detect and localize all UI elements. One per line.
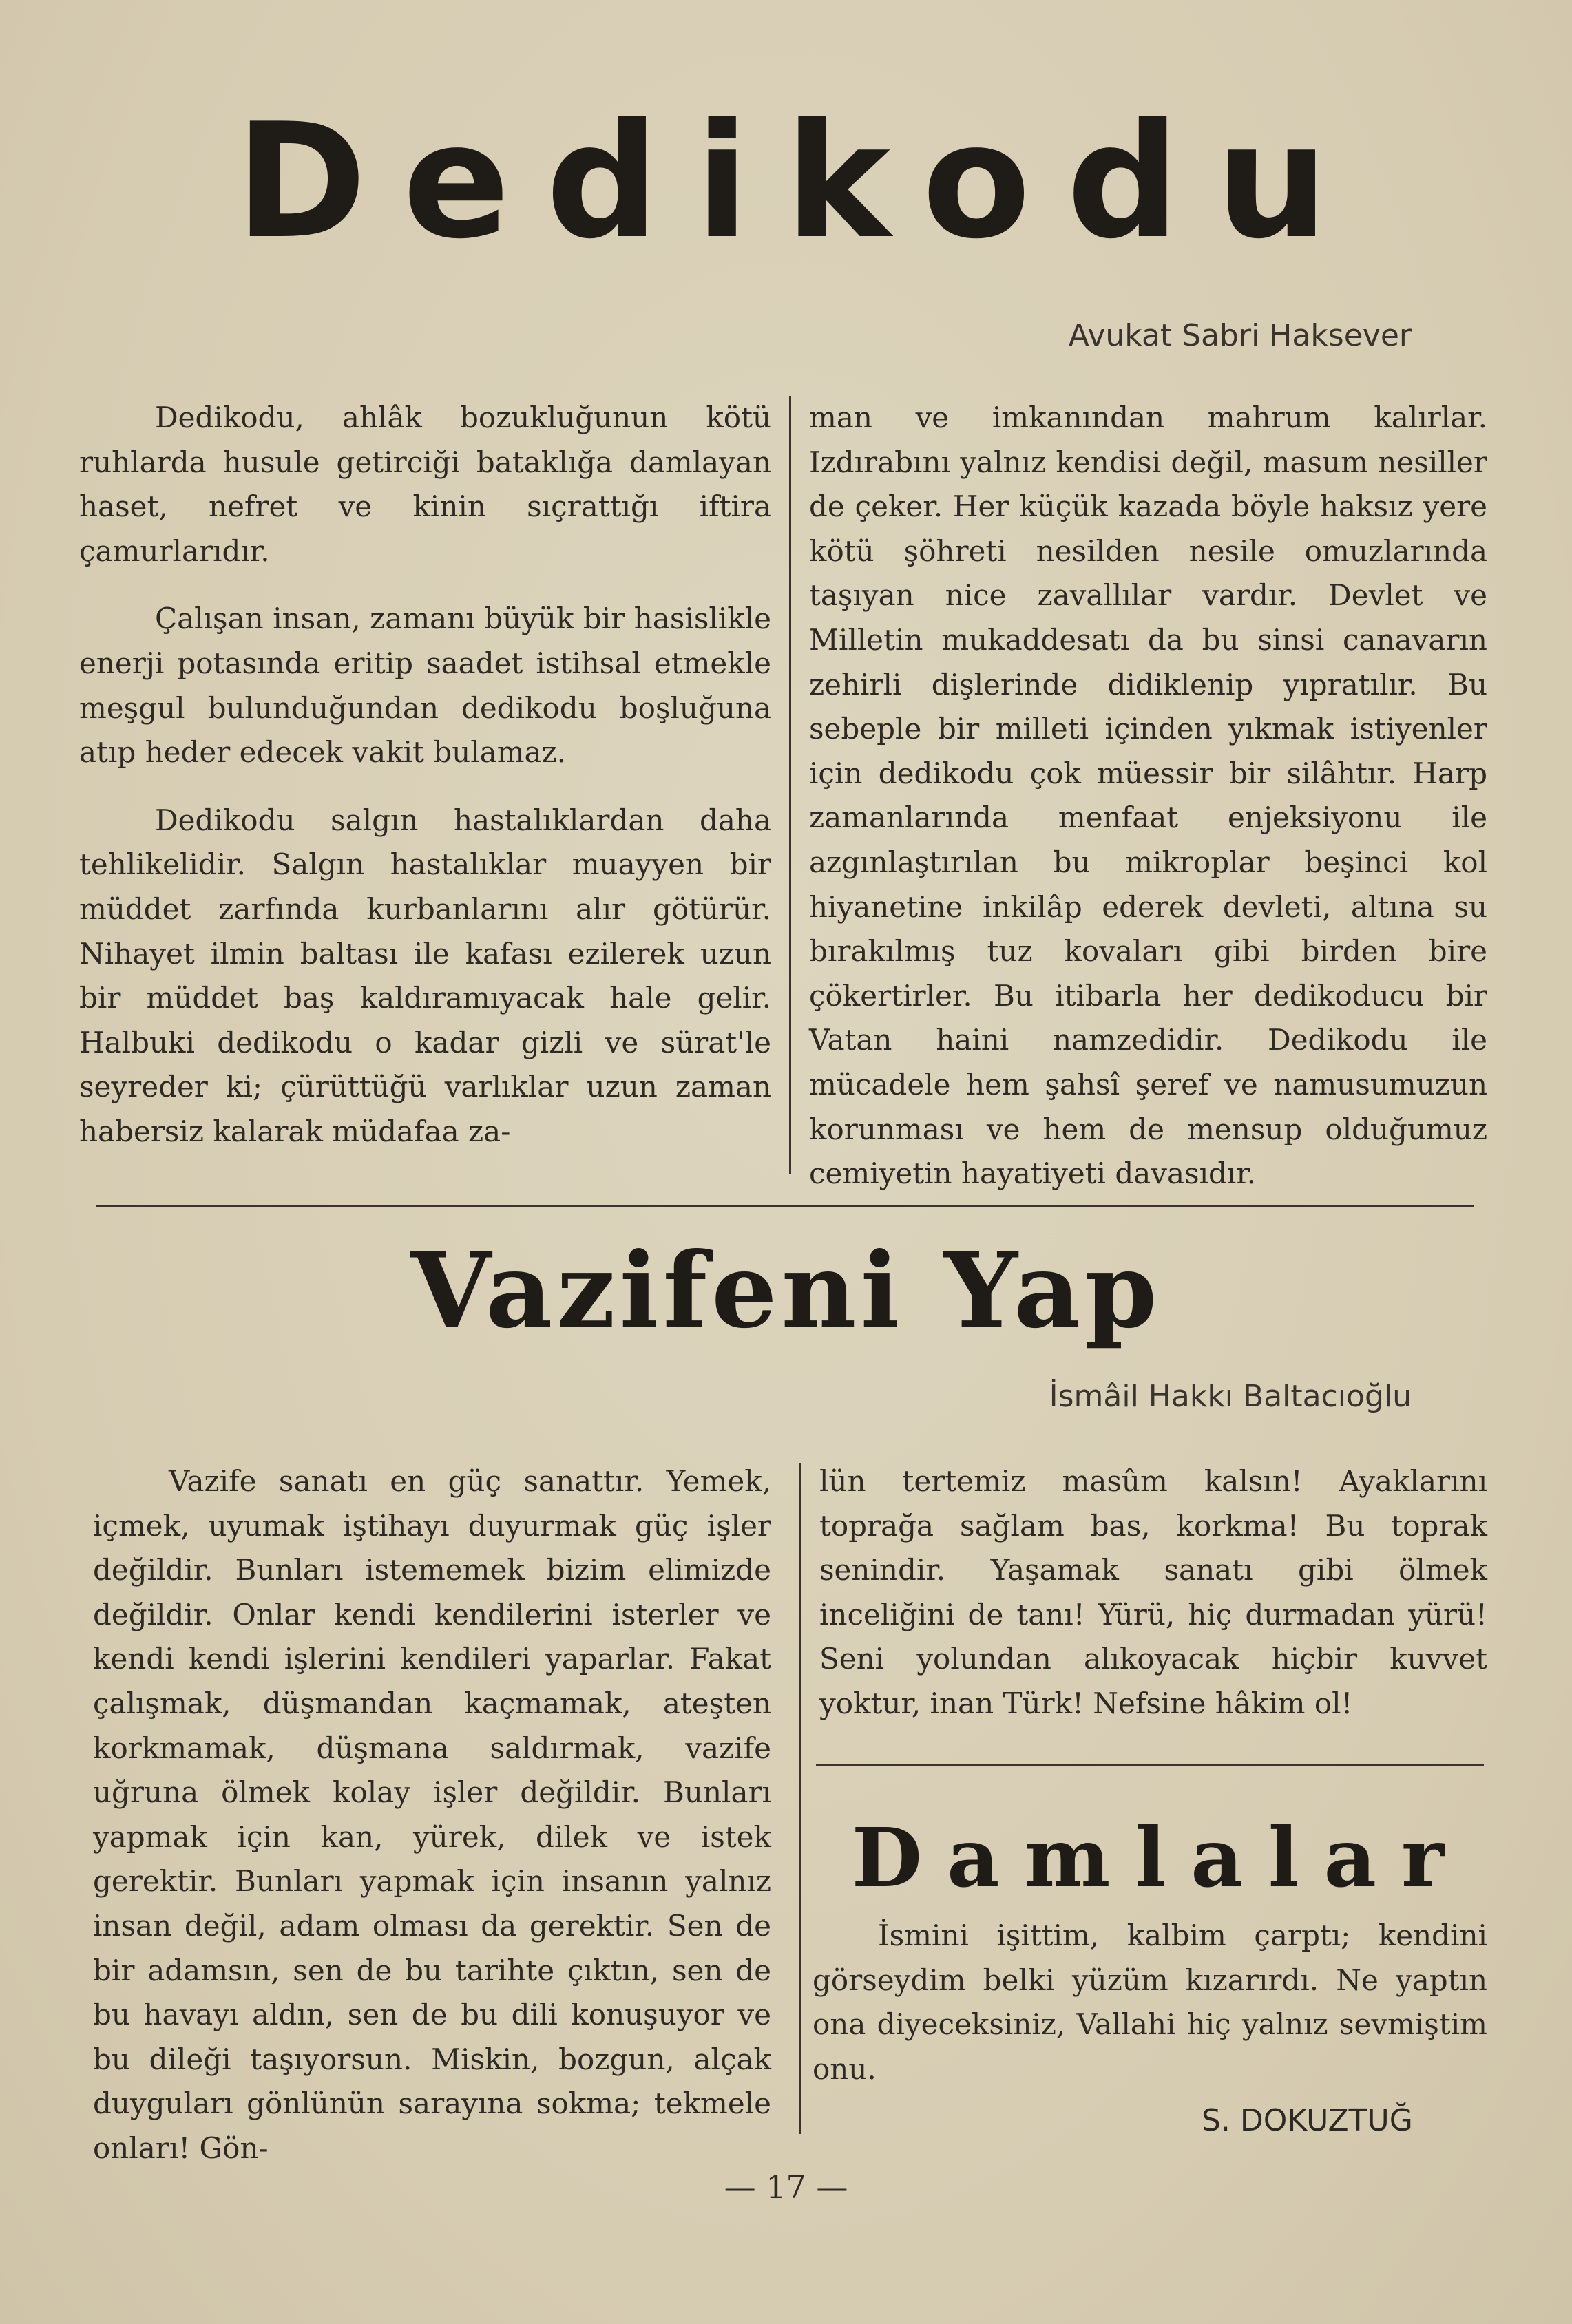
article-title-damlalar: Damlalar [851,1810,1469,1905]
signature: S. DOKUZTUĞ [1202,2103,1413,2138]
column-divider [799,1463,801,2134]
paragraph: man ve imkanından mahrum kalırlar. Izdırabını yalnız kendisi değil, masum nesiller de çeker. Her küçük kazada böyle haksız yere kötü şöhreti nesilden nesile omuzlarında taşıyan nice zavallılar vardır. Devlet ve Milletin mukaddesatı da bu sinsi canavarın zehirli dişlerinde didiklenip yıpratılır. Bu sebeple bir milleti içinden yıkmak istiyenler için dedikodu çok müessir bir silâhtır. Harp zamanlarında menfaat enjeksiyonu ile azgınlaştırılan bu mikroplar beşinci kol hiyanetine inkilâp ederek devleti, altına su bırakılmış tuz kovaları gibi birden bire çökertirler. Bu itibarla her dedikoducu bir Vatan haini namzedidir. Dedikodu ile mücadele hem şahsî şeref ve namusumuzun korunması ve hem de mensup olduğumuz cemiyetin hayatiyeti davasıdır. [809,401,1487,1191]
dedikodu-left-column [79,396,771,1154]
paragraph: Dedikodu salgın hastalıklardan daha tehlikelidir. Salgın hastalıklar muayyen bir müddet zarfında kurbanlarını alır götürür. Nihayet ilmin baltası ile kafası ezilerek uzun bir müddet baş kaldıramıyacak hale gelir. Halbuki dedikodu o kadar gizli ve sürat'le seyreder ki; çürüttüğü varlıklar uzun zaman habersiz kalarak müdafaa za- [79,803,771,1148]
vazife-right-column [819,1459,1487,1726]
paragraph: İsmini işittim, kalbim çarptı; kendini görseydim belki yüzüm kızarırdı. Ne yaptın ona diyeceksiniz, Vallahi hiç yalnız sevmiştim onu. [813,1919,1487,2086]
paragraph: Dedikodu, ahlâk bozukluğunun kötü ruhlarda husule getirciği bataklığa damlayan haset, nefret ve kinin sıçrattığı iftira çamurlarıdır. [79,401,771,568]
page-number: — 17 — [724,2168,848,2206]
section-divider [96,1205,1474,1207]
paragraph: lün tertemiz masûm kalsın! Ayaklarını toprağa sağlam bas, korkma! Bu toprak senindir. Yaşamak sanatı gibi ölmek inceliğini de tanı! Yürü, hiç durmadan yürü! Seni yolundan alıkoyacak hiçbir kuvvet yoktur, inan Türk! Nefsine hâkim ol! [819,1464,1487,1720]
author-byline-vazife: İsmâil Hakkı Baltacıoğlu [1049,1379,1412,1414]
article-title-vazifeni-yap: Vazifeni Yap [410,1230,1162,1351]
article-title-dedikodu: Dedikodu [235,90,1365,274]
dedikodu-right-column [809,396,1487,1196]
column-divider [789,396,791,1174]
vazife-left-column [93,1459,771,2171]
paragraph: Vazife sanatı en güç sanattır. Yemek, içmek, uyumak iştihayı duyurmak güç işler değildir. Bunları istememek bizim elimizde değildir. Onlar kendi kendilerini isterler ve kendi kendi işlerini kendileri yaparlar. Fakat çalışmak, düşmandan kaçmamak, ateşten korkmamak, düşmana saldırmak, vazife uğruna ölmek kolay işler değildir. Bunları yapmak için kan, yürek, dilek ve istek gerektir. Bunları yapmak için insanın yalnız insan değil, adam olması da gerektir. Sen de bir adamsın, sen de bu tarihte çıktın, sen de bu havayı aldın, sen de bu dili konuşuyor ve bu dileği taşıyorsun. Miskin, bozgun, alçak duyguları gönlünün sarayına sokma; tekmele onları! Gön- [93,1464,771,2165]
section-divider [816,1764,1484,1766]
author-byline-dedikodu: Avukat Sabri Haksever [1068,318,1412,353]
paragraph: Çalışan insan, zamanı büyük bir hasislikle enerji potasında eritip saadet istihsal etmekle meşgul bulunduğundan dedikodu boşluğuna atıp heder edecek vakit bulamaz. [79,602,771,770]
damlalar-text [813,1914,1487,2091]
